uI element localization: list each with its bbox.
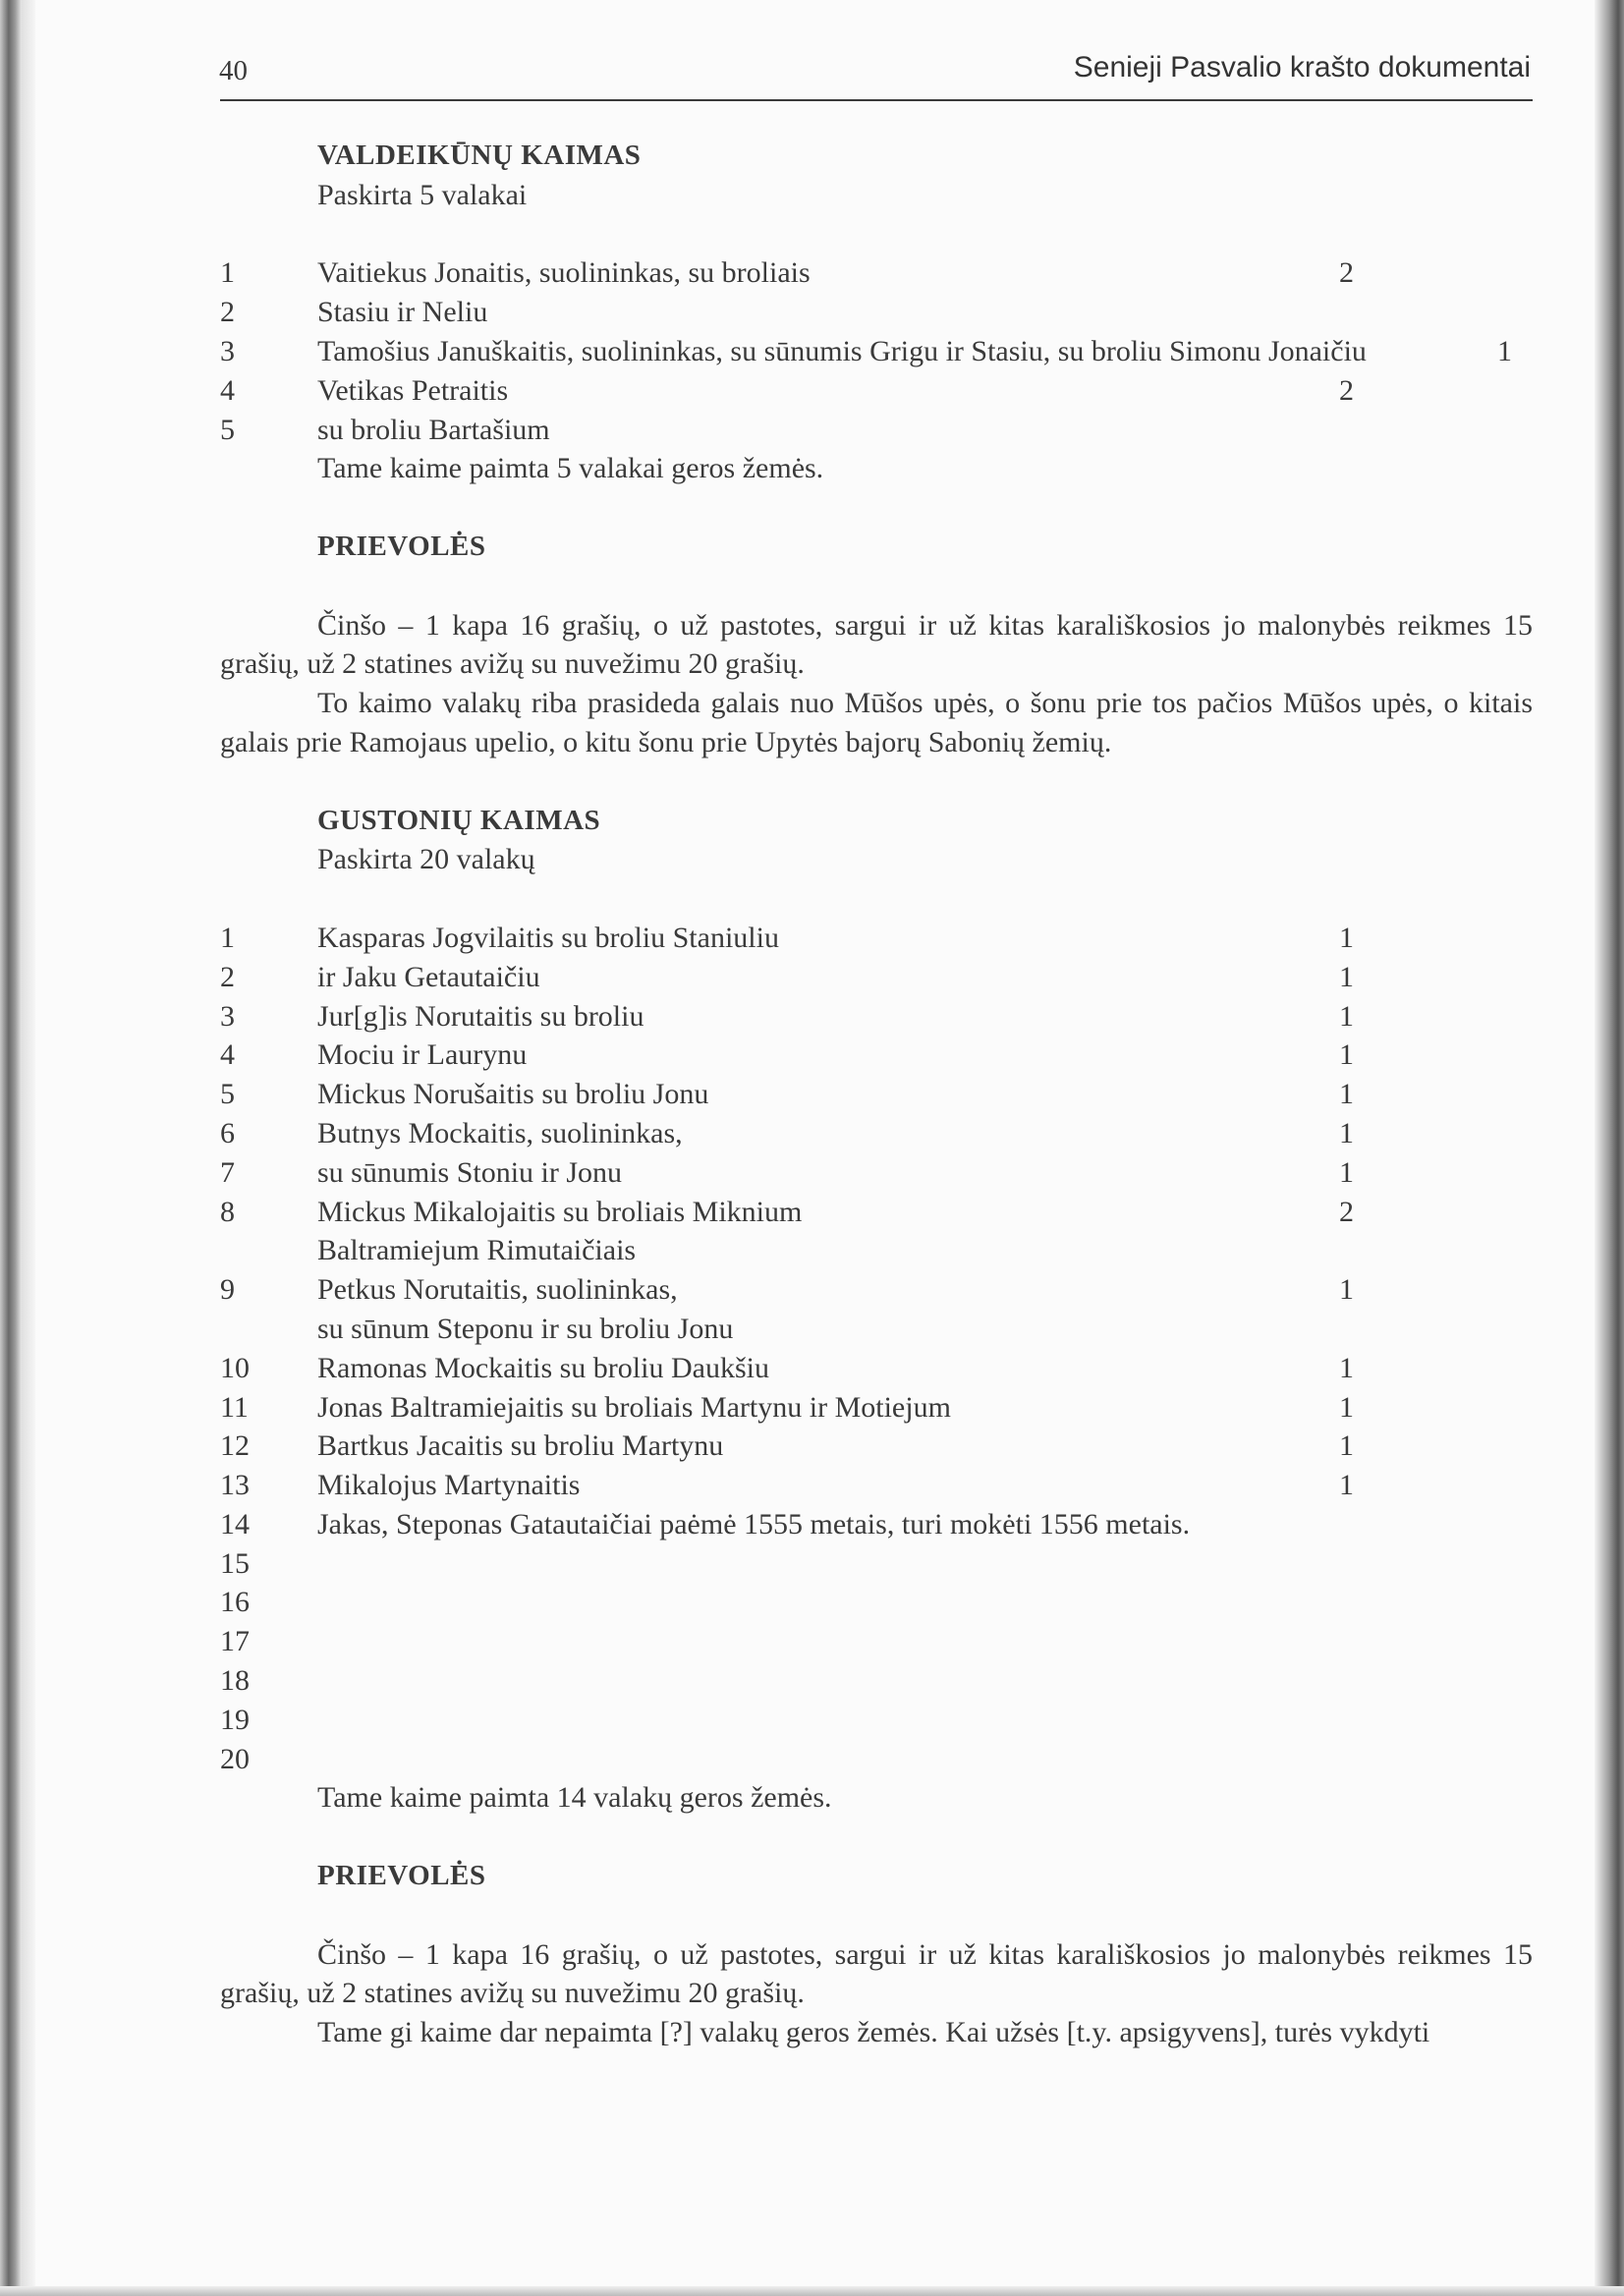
row-number: 5 [220,1078,235,1111]
duties-paragraph: Činšo – 1 kapa 16 grašių, o už pastotes, sargui ir už kitas karališkosios jo malonybės reikmes 15 grašių, už 2 statines avižų su nuvežimu 20 grašių. [220,608,1533,681]
header-rule [220,99,1533,101]
row-number: 14 [220,1507,250,1540]
table-row [220,1388,1533,1428]
table-row [220,1466,1533,1505]
section-title: GUSTONIŲ KAIMAS [317,804,601,836]
table-row [220,1622,1533,1661]
page-edge-right [1595,0,1624,2296]
table-row [220,958,1533,997]
row-number: 1 [220,256,235,290]
table-row [220,1583,1533,1622]
row-count: 1 [1339,1390,1354,1424]
row-count: 1 [1339,1116,1354,1149]
table-row [220,1701,1533,1740]
table-row [220,1310,1533,1349]
boundary-paragraph: To kaimo valakų riba prasideda galais nuo Mūšos upės, o šonu prie tos pačios Mūšos upės, o kitais galais prie Ramojaus upelio, o kitu šonu prie Upytės bajorų Sabonių žemių. [220,687,1533,758]
table-row [220,1153,1533,1193]
row-number: 1 [220,921,235,954]
table-row [220,332,1533,371]
row-text: Jur[g]is Norutaitis su broliu [317,999,644,1033]
table-row [220,1427,1533,1466]
row-text: Stasiu ir Neliu [317,296,488,329]
section-title: VALDEIKŪNŲ KAIMAS [317,140,642,171]
row-number: 10 [220,1351,250,1384]
row-count: 1 [1339,921,1354,954]
row-number: 20 [220,1742,250,1775]
row-text: Mociu ir Laurynu [317,1038,528,1072]
section-summary: Tame kaime paimta 5 valakai geros žemės. [317,452,824,485]
row-number: 11 [220,1390,249,1424]
row-count: 1 [1339,960,1354,993]
section-assigned: Paskirta 5 valakai [317,178,528,211]
row-text: Butnys Mockaitis, suolininkas, [317,1116,683,1149]
table-row [220,1114,1533,1153]
row-text: Tamošius Januškaitis, suolininkas, su sūnumis Grigu ir Stasiu, su broliu Simonu Jonaičiu [317,334,1367,367]
table-row [220,1036,1533,1075]
row-number: 17 [220,1625,250,1658]
table-row [220,1544,1533,1584]
duties-title: PRIEVOLĖS [317,530,486,562]
duties-paragraph: Činšo – 1 kapa 16 grašių, o už pastotes, sargui ir už kitas karališkosios jo malonybės reikmes 15 grašių, už 2 statines avižų su nuvežimu 20 grašių. [220,1937,1533,2010]
row-count: 2 [1339,1195,1354,1228]
household-list [220,253,1533,449]
table-row [220,411,1533,450]
row-text: ir Jaku Getautaičiu [317,960,540,993]
row-count: 1 [1339,1273,1354,1307]
table-row [220,1505,1533,1544]
remaining-land-paragraph: Tame gi kaime dar nepaimta [?] valakų geros žemės. Kai užsės [t.y. apsigyvens], turės vykdyti [317,2016,1430,2049]
page-number: 40 [219,55,248,86]
table-row [220,371,1533,411]
table-row [220,1193,1533,1232]
row-count: 1 [1339,1078,1354,1111]
row-number: 3 [220,999,235,1033]
row-text: Bartkus Jacaitis su broliu Martynu [317,1429,724,1463]
row-text: Baltramiejum Rimutaičiais [317,1234,637,1267]
page-edge-bottom [0,2286,1624,2296]
row-number: 3 [220,334,235,367]
section-assigned: Paskirta 20 valakų [317,843,535,876]
row-count: 1 [1339,1429,1354,1463]
row-text: Mickus Mikalojaitis su broliais Miknium [317,1195,803,1228]
table-row [220,1075,1533,1114]
row-number: 5 [220,413,235,446]
row-text: Ramonas Mockaitis su broliu Daukšiu [317,1351,769,1384]
table-row [220,1231,1533,1270]
row-count: 1 [1339,1155,1354,1189]
table-row [220,293,1533,332]
row-count: 2 [1339,373,1354,407]
row-number: 16 [220,1586,250,1619]
row-number: 13 [220,1469,250,1502]
table-row [220,1740,1533,1779]
section-summary: Tame kaime paimta 14 valakų geros žemės. [317,1781,832,1815]
row-number: 2 [220,960,235,993]
row-number: 7 [220,1155,235,1189]
page-content [220,137,1533,2052]
row-text: Jakas, Steponas Gatautaičiai paėmė 1555 metais, turi mokėti 1556 metais. [317,1507,1191,1540]
row-text: Petkus Norutaitis, suolininkas, [317,1273,678,1307]
running-title: Senieji Pasvalio krašto dokumentai [1073,51,1531,84]
row-text: Vaitiekus Jonaitis, suolininkas, su broliais [317,256,811,290]
row-number: 4 [220,373,235,407]
row-count: 1 [1339,1469,1354,1502]
row-count: 2 [1339,256,1354,290]
duties-title: PRIEVOLĖS [317,1860,486,1892]
household-list [220,919,1533,1779]
row-number: 18 [220,1664,250,1698]
page-edge-left-shadow [22,0,35,2296]
row-number: 15 [220,1546,250,1580]
row-text: Vetikas Petraitis [317,373,509,407]
row-count: 1 [1339,1038,1354,1072]
row-text: Mickus Norušaitis su broliu Jonu [317,1078,709,1111]
page-edge-left [0,0,22,2296]
table-row [220,997,1533,1036]
table-row [220,919,1533,958]
row-count: 1 [1339,1351,1354,1384]
table-row [220,1270,1533,1310]
row-text: su sūnum Steponu ir su broliu Jonu [317,1312,734,1345]
row-number: 19 [220,1703,250,1736]
row-number: 8 [220,1195,235,1228]
table-row [220,253,1533,293]
row-text: Mikalojus Martynaitis [317,1469,581,1502]
row-number: 6 [220,1116,235,1149]
row-number: 12 [220,1429,250,1463]
row-text: su broliu Bartašium [317,413,550,446]
row-text: Kasparas Jogvilaitis su broliu Staniuliu [317,921,779,954]
row-number: 4 [220,1038,235,1072]
table-row [220,1661,1533,1701]
table-row [220,1349,1533,1388]
row-number: 2 [220,296,235,329]
row-count: 1 [1339,999,1354,1033]
row-text: su sūnumis Stoniu ir Jonu [317,1155,623,1189]
row-number: 9 [220,1273,235,1307]
row-text: Jonas Baltramiejaitis su broliais Martynu ir Motiejum [317,1390,951,1424]
row-count: 1 [1497,334,1512,367]
